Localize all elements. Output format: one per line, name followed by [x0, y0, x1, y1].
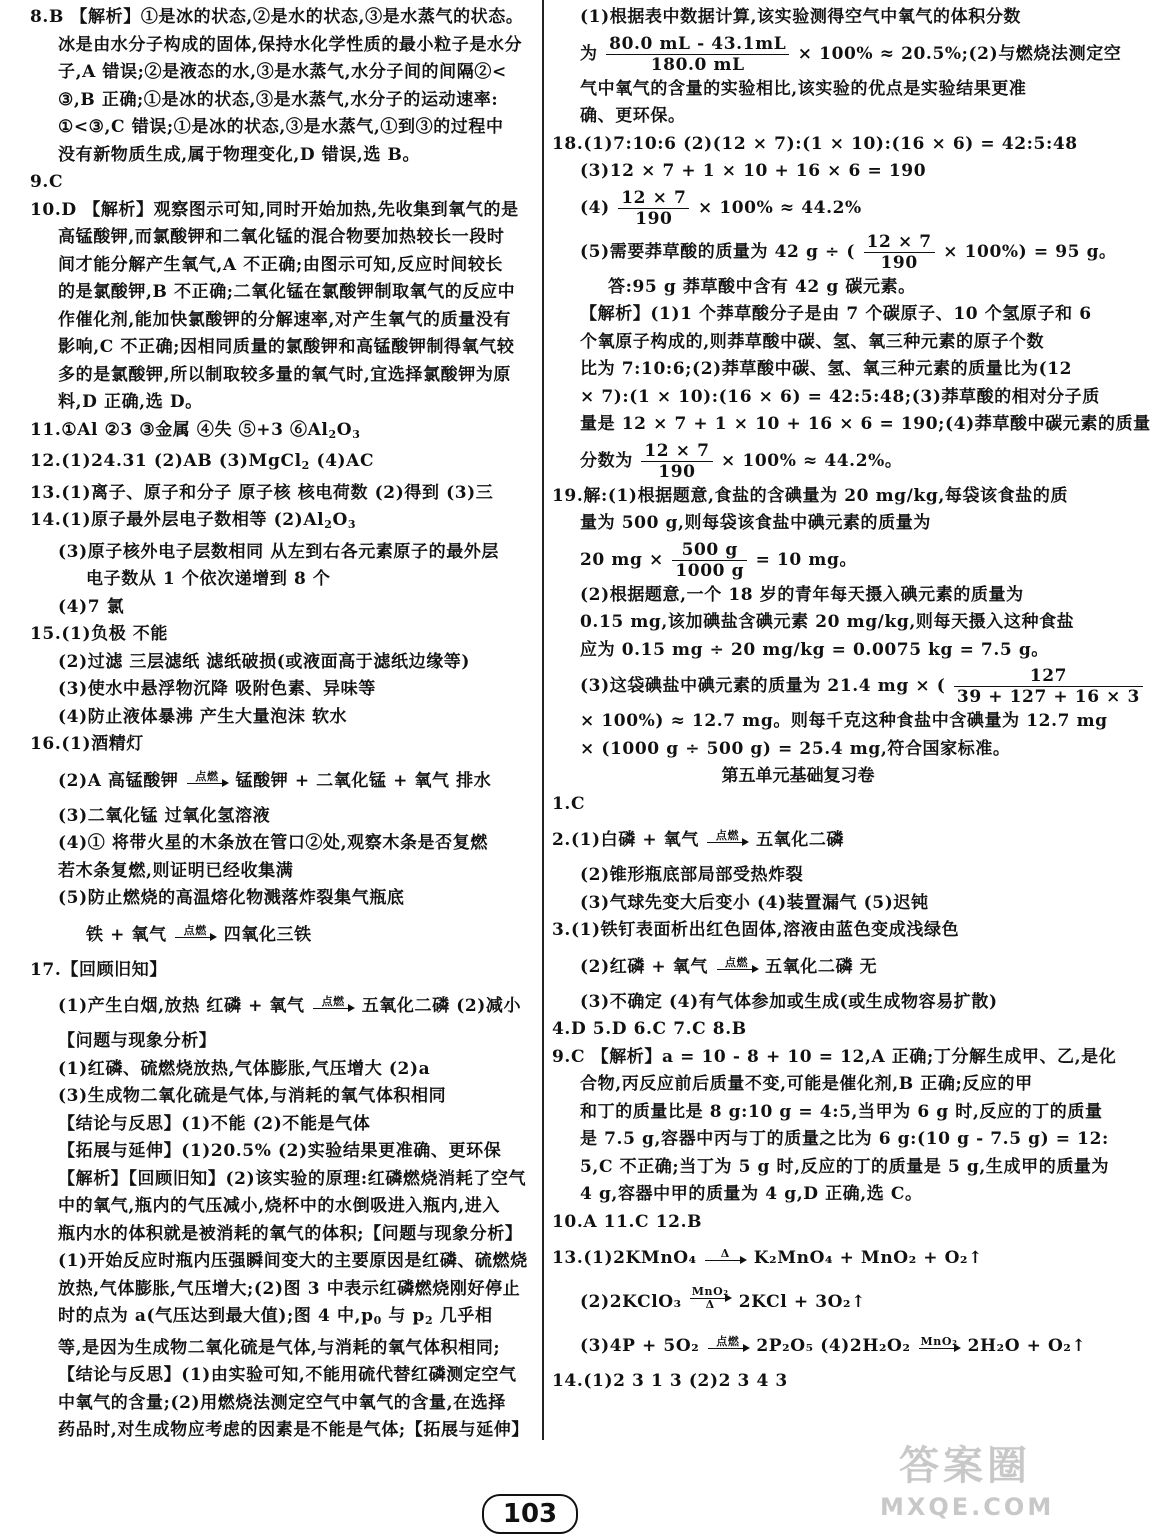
answer-16-3: (3)二氧化锰 过氧化氢溶液: [58, 805, 271, 826]
watermark-domain: MXQE.COM: [880, 1493, 1055, 1521]
answer-19-cont: 量为 500 g,则每袋该食盐中碘元素的质量为: [580, 513, 931, 533]
answer-17-text: 【结论与反思】(1)不能 (2)不能是气体: [58, 1113, 371, 1134]
answer-18-analysis: 比为 7:10:6;(2)莽草酸中碳、氢、氧三种元素的质量比为(12: [580, 359, 1073, 379]
answer-15-4: (4)防止液体暴沸 产生大量泡沫 软水: [58, 706, 348, 727]
fraction: $\frac{12 \times 7}{190}$: [618, 188, 689, 229]
unit5-answer-13-2: (2)2KClO₃ MnO₂ Δ 2KCl + 3O₂↑: [580, 1285, 866, 1312]
answer-17: 17.【回顾旧知】: [30, 959, 167, 980]
answer-12: 12.(1)24.31 (2)AB (3)MgCl$_2$ (4)AC: [30, 451, 375, 472]
unit5-answer-13: 13.(1)2KMnO₄ Δ K₂MnO₄ + MnO₂ + O₂↑: [552, 1247, 983, 1268]
unit5-answer-1: 1.C: [552, 793, 586, 814]
answer-17-analysis: 等,是因为生成物二氧化硫是气体,与消耗的氧气体积相同;: [58, 1337, 501, 1358]
unit5-answer-2-2: (2)锥形瓶底部局部受热炸裂: [580, 865, 804, 885]
answer-15-2: (2)过滤 三层滤纸 滤纸破损(或液面高于滤纸边缘等): [58, 651, 471, 672]
answer-10-cont: 的是氯酸钾,B 不正确;二氧化锰在氯酸钾制取氧气的反应中: [58, 282, 516, 302]
answer-19-3: (3)这袋碘盐中碘元素的质量为 21.4 mg × ( $\frac{127}{39 + 127 + 16 \times 3}$: [552, 664, 1044, 708]
answer-18-analysis: × 7):(1 × 10):(16 × 6) = 42:5:48;(3)莽草酸的相对分子质: [580, 386, 1100, 407]
fraction: $\frac{80.0 mL - 43.1mL}{180.0 mL}$: [606, 34, 789, 75]
page-number: 103: [482, 1494, 578, 1534]
answer-18-analysis: 个氧原子构成的,则莽草酸中碳、氢、氧三种元素的原子个数: [580, 331, 1045, 352]
unit5-answer-2: 2.(1)白磷 + 氧气 点燃 五氧化二磷: [552, 829, 845, 850]
answer-15-3: (3)使水中悬浮物沉降 吸附色素、异味等: [58, 679, 376, 699]
answer-19-calc: 20 mg × $\frac{500 g}{1000 g}$ = 10 mg。: [580, 539, 858, 581]
answer-17-analysis: (1)开始反应时瓶内压强瞬间变大的主要原因是红磷、硫燃烧: [58, 1251, 528, 1271]
answer-17-analysis: 中的氧气,瓶内的气压减小,烧杯中的水倒吸进入瓶内,进入: [58, 1196, 500, 1216]
unit5-answer-14: 14.(1)2 3 1 3 (2)2 3 4 3: [552, 1371, 788, 1391]
answer-18-analysis: 【解析】(1)1 个莽草酸分子是由 7 个碳原子、10 个氢原子和 6: [580, 304, 1092, 324]
reaction-arrow: 点燃: [187, 771, 227, 784]
answer-18-4: (4) $\frac{12 \times 7}{190}$ × 100% ≈ 44.2%: [580, 187, 862, 229]
reaction-arrow: 点燃: [175, 925, 215, 938]
answer-11: 11.①Al ②3 ③金属 ④失 ⑤+3 $⑥Al_2O_3$: [30, 419, 361, 441]
answer-13: 13.(1)离子、原子和分子 原子核 核电荷数 (2)得到 (3)三: [30, 482, 494, 503]
fraction: $\frac{127}{39 + 127 + 16 \times 3}$: [954, 666, 1143, 707]
reaction-arrow: Δ: [705, 1248, 745, 1261]
answer-8-cont: ①<③,C 错误;①是冰的状态,③是水蒸气,①到③的过程中: [58, 117, 504, 137]
answer-8: 8.B 【解析】①是冰的状态,②是水的状态,③是水蒸气的状态。: [30, 7, 524, 27]
answer-10-cont: 影响,C 不正确;因相同质量的氯酸钾和高锰酸钾制得氧气较: [58, 337, 515, 357]
answer-16-4: (4)① 将带火星的木条放在管口②处,观察木条是否复燃: [58, 833, 488, 853]
unit5-answer-3-3: (3)不确定 (4)有气体参加或生成(或生成物容易扩散): [580, 991, 998, 1012]
answer-10-cont: 料,D 正确,选 D。: [58, 392, 203, 412]
answer-17-text: 【拓展与延伸】(1)20.5% (2)实验结果更准确、更环保: [58, 1141, 502, 1161]
answer-17-text: (3)生成物二氧化硫是气体,与消耗的氧气体积相同: [58, 1086, 447, 1106]
answer-17-analysis: 放热,气体膨胀,气压增大;(2)图 3 中表示红磷燃烧刚好停止: [58, 1278, 521, 1299]
unit5-answer-4-8: 4.D 5.D 6.C 7.C 8.B: [552, 1019, 747, 1039]
answer-14-4: (4)7 氯: [58, 596, 125, 617]
reaction-arrow: 点燃: [707, 830, 747, 843]
answer-9: 9.C: [30, 172, 64, 192]
section-title: 第五单元基础复习卷: [721, 766, 875, 786]
answer-16-2: (2)A 高锰酸钾 点燃 锰酸钾 + 二氧化锰 + 氧气 排水: [58, 769, 492, 791]
fraction: $\frac{12 \times 7}{190}$: [864, 232, 935, 273]
answer-10-cont: 多的是氯酸钾,所以制取较多量的氧气时,宜选择氯酸钾为原: [58, 364, 512, 385]
answer-18-reply: 答:95 g 莽草酸中含有 42 g 碳元素。: [608, 276, 916, 297]
answer-14-3-cont: 电子数从 1 个依次递增到 8 个: [86, 569, 331, 589]
answer-16: 16.(1)酒精灯: [30, 734, 144, 754]
answer-17-cont: (1)根据表中数据计算,该实验测得空气中氧气的体积分数: [580, 7, 1022, 27]
answer-18-analysis: 量是 12 × 7 + 1 × 10 + 16 × 6 = 190;(4)莽草酸中碳元素的质量: [580, 414, 1151, 434]
left-column: [30, 4, 530, 1445]
watermark-text: 答案圈: [899, 1443, 1031, 1489]
answer-14: 14.(1)原子最外层电子数相等 $(2)Al_2O_3$: [30, 510, 357, 531]
answer-17-analysis: 【结论与反思】(1)由实验可知,不能用硫代替红磷测定空气: [58, 1365, 517, 1385]
unit5-answer-3: 3.(1)铁钉表面析出红色固体,溶液由蓝色变成浅绿色: [552, 920, 960, 940]
answer-16-5: (5)防止燃烧的高温熔化物溅落炸裂集气瓶底: [58, 888, 405, 908]
answer-8-cont: ③,B 正确;①是冰的状态,③是水蒸气,水分子的运动速率:: [58, 89, 499, 110]
reaction-arrow: 点燃: [313, 996, 353, 1009]
answer-19-2-cont: 0.15 mg,该加碘盐含碘元素 20 mg/kg,则每天摄入这种食盐: [580, 612, 1075, 632]
answer-17-analysis: 中氧气的含量;(2)用燃烧法测定空气中氧气的含量,在选择: [58, 1392, 506, 1413]
answer-19: 19.解:(1)根据题意,食盐的含碘量为 20 mg/kg,每袋该食盐的质: [552, 485, 1069, 506]
answer-10-cont: 间才能分解产生氧气,A 不正确;由图示可知,反应时间较长: [58, 254, 504, 275]
unit5-answer-9-cont: 4 g,容器中甲的质量为 4 g,D 正确,选 C。: [580, 1184, 923, 1204]
answer-16-4-cont: 若木条复燃,则证明已经收集满: [58, 860, 294, 881]
answer-19-2: (2)根据题意,一个 18 岁的青年每天摄入碘元素的质量为: [580, 584, 1024, 605]
unit5-answer-9-cont: 和丁的质量比是 8 g:10 g = 4:5,当甲为 6 g 时,反应的丁的质量: [580, 1101, 1103, 1122]
answer-17-cont: 确、更环保。: [580, 106, 686, 126]
answer-17-analysis: 时的点为 a(气压达到最大值);图 4 中$,p_0$ 与 $p_2$ 几乎相: [58, 1306, 493, 1327]
answer-17-fraction: 为 $\frac{80.0 mL - 43.1mL}{180.0 mL}$ × 100% ≈ 20.5%;(2)与燃烧法测定空: [580, 33, 1122, 75]
unit5-answer-9-cont: 合物,丙反应前后质量不变,可能是催化剂,B 正确;反应的甲: [580, 1074, 1033, 1094]
reaction-arrow: 点燃: [708, 1336, 748, 1349]
answer-19-3-cont: × (1000 g ÷ 500 g) = 25.4 mg,符合国家标准。: [580, 738, 1011, 759]
answer-8-cont: 子,A 错误;②是液态的水,③是水蒸气,水分子间的间隔②<: [58, 62, 507, 82]
unit5-answer-10-12: 10.A 11.C 12.B: [552, 1211, 703, 1232]
answer-19-2-cont: 应为 0.15 mg ÷ 20 mg/kg = 0.0075 kg = 7.5 g。: [580, 639, 1049, 660]
answer-17-review: (1)产生白烟,放热 红磷 + 氧气 点燃 五氧化二磷 (2)减小: [58, 995, 522, 1016]
unit5-answer-3-2: (2)红磷 + 氧气 点燃 五氧化二磷 无: [580, 955, 878, 977]
answer-10-cont: 作催化剂,能加快氯酸钾的分解速率,对产生氧气的质量没有: [58, 309, 512, 330]
answer-15: 15.(1)负极 不能: [30, 624, 169, 644]
answer-17-analysis: 瓶内水的体积就是被消耗的氧气的体积;【问题与现象分析】: [58, 1223, 523, 1244]
answer-17-heading: 【问题与现象分析】: [58, 1031, 217, 1051]
reaction-arrow: MnO₂: [920, 1335, 958, 1348]
answer-17-analysis: 药品时,对生成物应考虑的因素是不能是气体;【拓展与延伸】: [58, 1420, 529, 1440]
unit5-answer-9-cont: 5,C 不正确;当丁为 5 g 时,反应的丁的质量是 5 g,生成甲的质量为: [580, 1156, 1110, 1177]
answer-8-cont: 冰是由水分子构成的固体,保持水化学性质的最小粒子是水分: [58, 34, 523, 55]
answer-18-analysis-frac: 分数为 $\frac{12 \times 7}{190}$ × 100% ≈ 44.2%。: [580, 440, 903, 482]
answer-10: 10.D 【解析】观察图示可知,同时开始加热,先收集到氧气的是: [30, 199, 519, 220]
reaction-arrow: MnO₂ Δ: [691, 1285, 729, 1311]
answer-17-analysis: 【解析】【回顾旧知】(2)该实验的原理:红磷燃烧消耗了空气: [58, 1168, 527, 1189]
reaction-arrow: 点燃: [717, 957, 757, 970]
unit5-answer-2-3: (3)气球先变大后变小 (4)装置漏气 (5)迟钝: [580, 892, 929, 913]
answer-17-text: (1)红磷、硫燃烧放热,气体膨胀,气压增大 (2)a: [58, 1058, 431, 1079]
right-column: [552, 4, 1151, 1396]
unit5-answer-13-3: (3)4P + 5O₂ 点燃 2P₂O₅ (4)2H₂O₂ MnO₂ 2H₂O + O₂↑: [580, 1335, 1087, 1356]
answer-18: 18.(1)7:10:6 (2)(12 × 7):(1 × 10):(16 × 6) = 42:5:48: [552, 133, 1078, 154]
column-divider: [542, 0, 544, 1440]
answer-18-3: (3)12 × 7 + 1 × 10 + 16 × 6 = 190: [580, 161, 927, 181]
answer-19-3-cont: × 100%) ≈ 12.7 mg。则每千克这种食盐中含碘量为 12.7 mg: [580, 711, 1108, 731]
unit5-answer-9: 9.C 【解析】a = 10 - 8 + 10 = 12,A 正确;丁分解生成甲、乙,是化: [552, 1046, 1117, 1067]
answer-8-cont: 没有新物质生成,属于物理变化,D 错误,选 B。: [58, 144, 421, 165]
unit5-answer-9-cont: 是 7.5 g,容器中丙与丁的质量之比为 6 g:(10 g - 7.5 g) = 12:: [580, 1129, 1109, 1149]
answer-10-cont: 高锰酸钾,而氯酸钾和二氧化锰的混合物要加热较长一段时: [58, 227, 505, 247]
answer-16-5-eq: 铁 + 氧气 点燃 四氧化三铁: [86, 923, 312, 945]
fraction: $\frac{12 \times 7}{190}$: [641, 441, 712, 482]
fraction: $\frac{500 g}{1000 g}$: [672, 540, 747, 581]
watermark-logo: [880, 1440, 1055, 1530]
answer-14-3: (3)原子核外电子层数相同 从左到右各元素原子的最外层: [58, 541, 500, 562]
answer-17-cont: 气中氧气的含量的实验相比,该实验的优点是实验结果更准: [580, 78, 1027, 99]
answer-18-5: (5)需要莽草酸的质量为 42 g ÷ ( $\frac{12 \times 7}{190}$ × 100%) = 95 g。: [580, 231, 1117, 273]
